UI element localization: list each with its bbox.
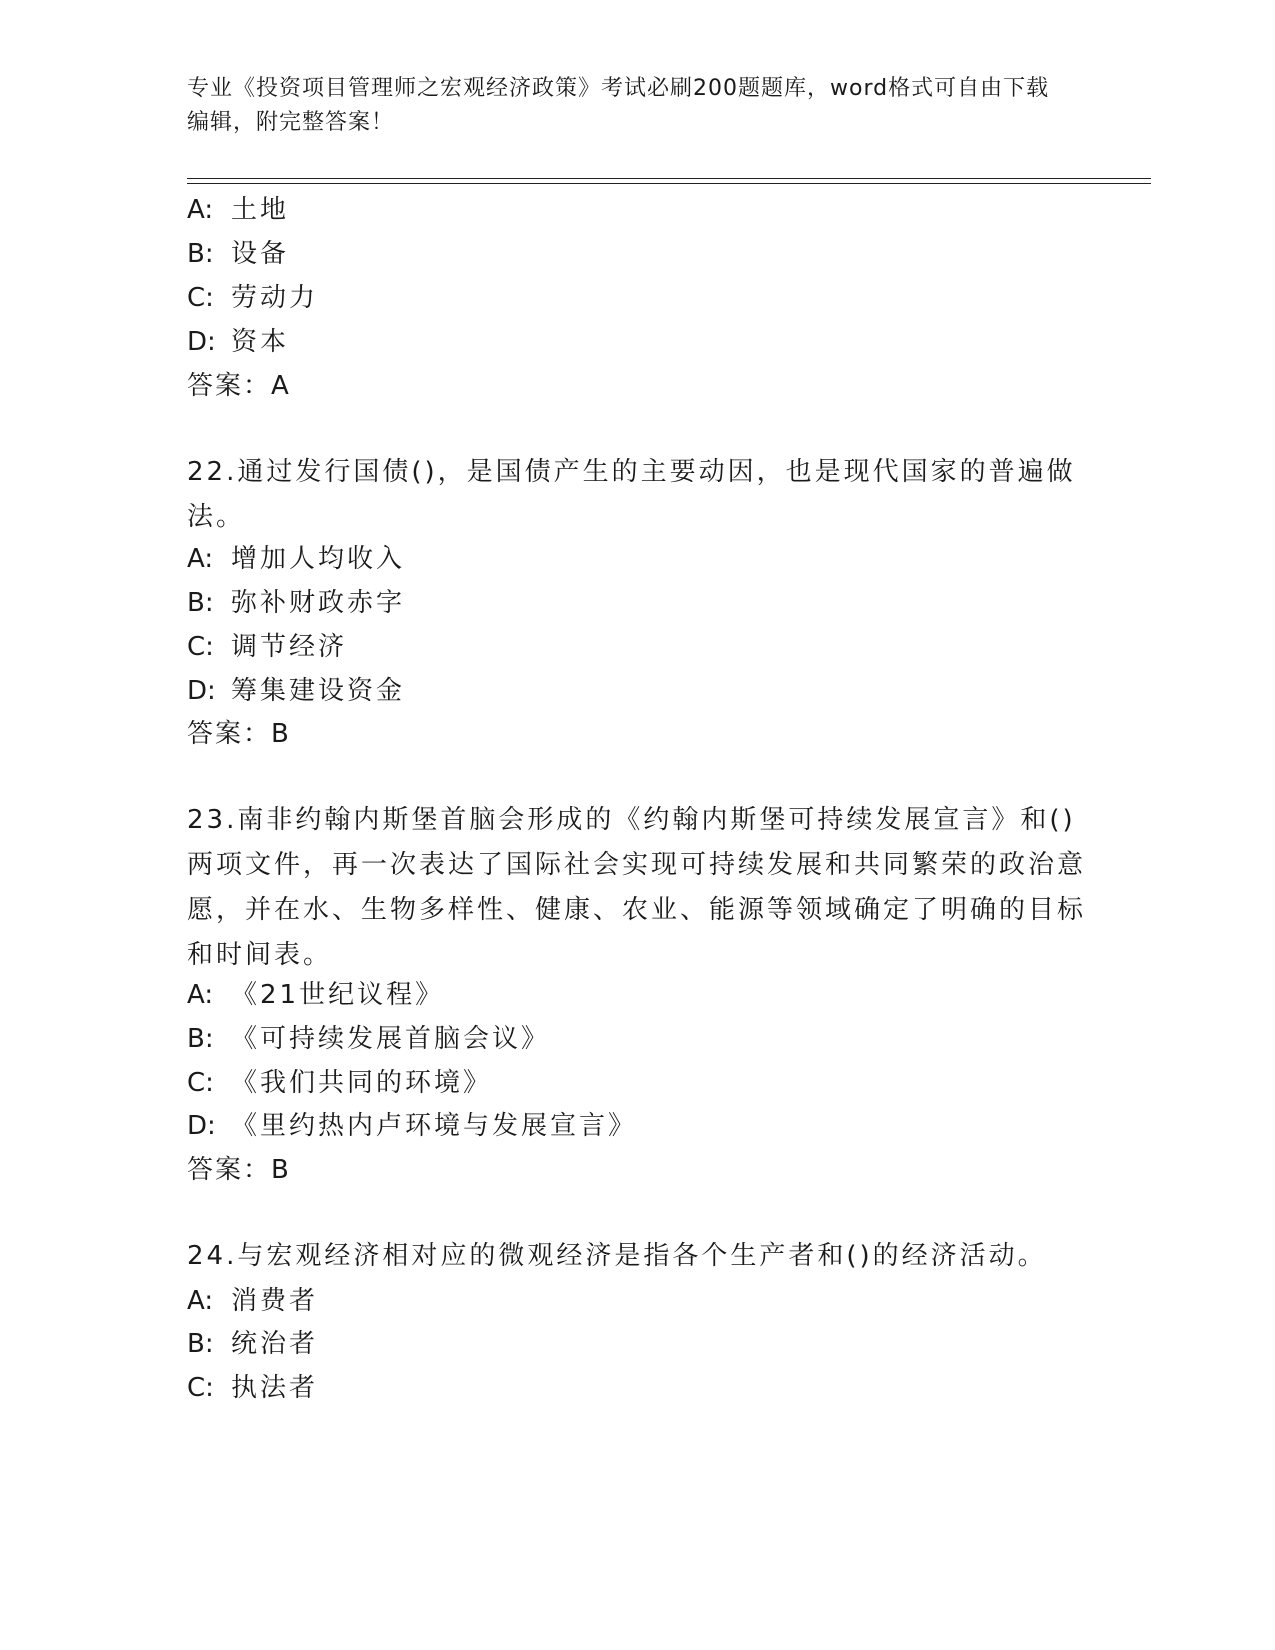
option-a: A: 土地 <box>187 195 290 225</box>
document-header: 专业《投资项目管理师之宏观经济政策》考试必刷200题题库，word格式可自由下载编辑，附完整答案！ <box>187 76 1050 135</box>
option-b: B: 设备 <box>187 239 290 269</box>
answer: 答案：B <box>187 719 291 749</box>
option-b: B: 《可持续发展首脑会议》 <box>187 1024 551 1054</box>
option-a: A: 增加人均收入 <box>187 544 406 574</box>
option-c: C: 劳动力 <box>187 283 319 313</box>
header-divider-bottom <box>187 183 1151 184</box>
option-c: C: 《我们共同的环境》 <box>187 1068 493 1098</box>
option-c: C: 调节经济 <box>187 632 348 662</box>
option-a: A: 消费者 <box>187 1286 319 1316</box>
option-a: A: 《21世纪议程》 <box>187 980 445 1010</box>
option-d: D: 筹集建设资金 <box>187 676 406 706</box>
option-d: D: 《里约热内卢环境与发展宣言》 <box>187 1111 638 1141</box>
answer: 答案：A <box>187 371 291 401</box>
question-23-text: 23.南非约翰内斯堡首脑会形成的《约翰内斯堡可持续发展宣言》和()两项文件，再一次表达了国际社会实现可持续发展和共同繁荣的政治意愿，并在水、生物多样性、健康、农业、能源等领域确定了明确的目标和时间表。 <box>187 805 1087 970</box>
question-22-text: 22.通过发行国债()，是国债产生的主要动因，也是现代国家的普遍做法。 <box>187 457 1076 532</box>
option-b: B: 弥补财政赤字 <box>187 588 406 618</box>
header-divider-top <box>187 178 1151 179</box>
option-b: B: 统治者 <box>187 1329 319 1359</box>
option-d: D: 资本 <box>187 327 290 357</box>
question-24-text: 24.与宏观经济相对应的微观经济是指各个生产者和()的经济活动。 <box>187 1241 1047 1271</box>
answer: 答案：B <box>187 1155 291 1185</box>
option-c: C: 执法者 <box>187 1373 319 1403</box>
